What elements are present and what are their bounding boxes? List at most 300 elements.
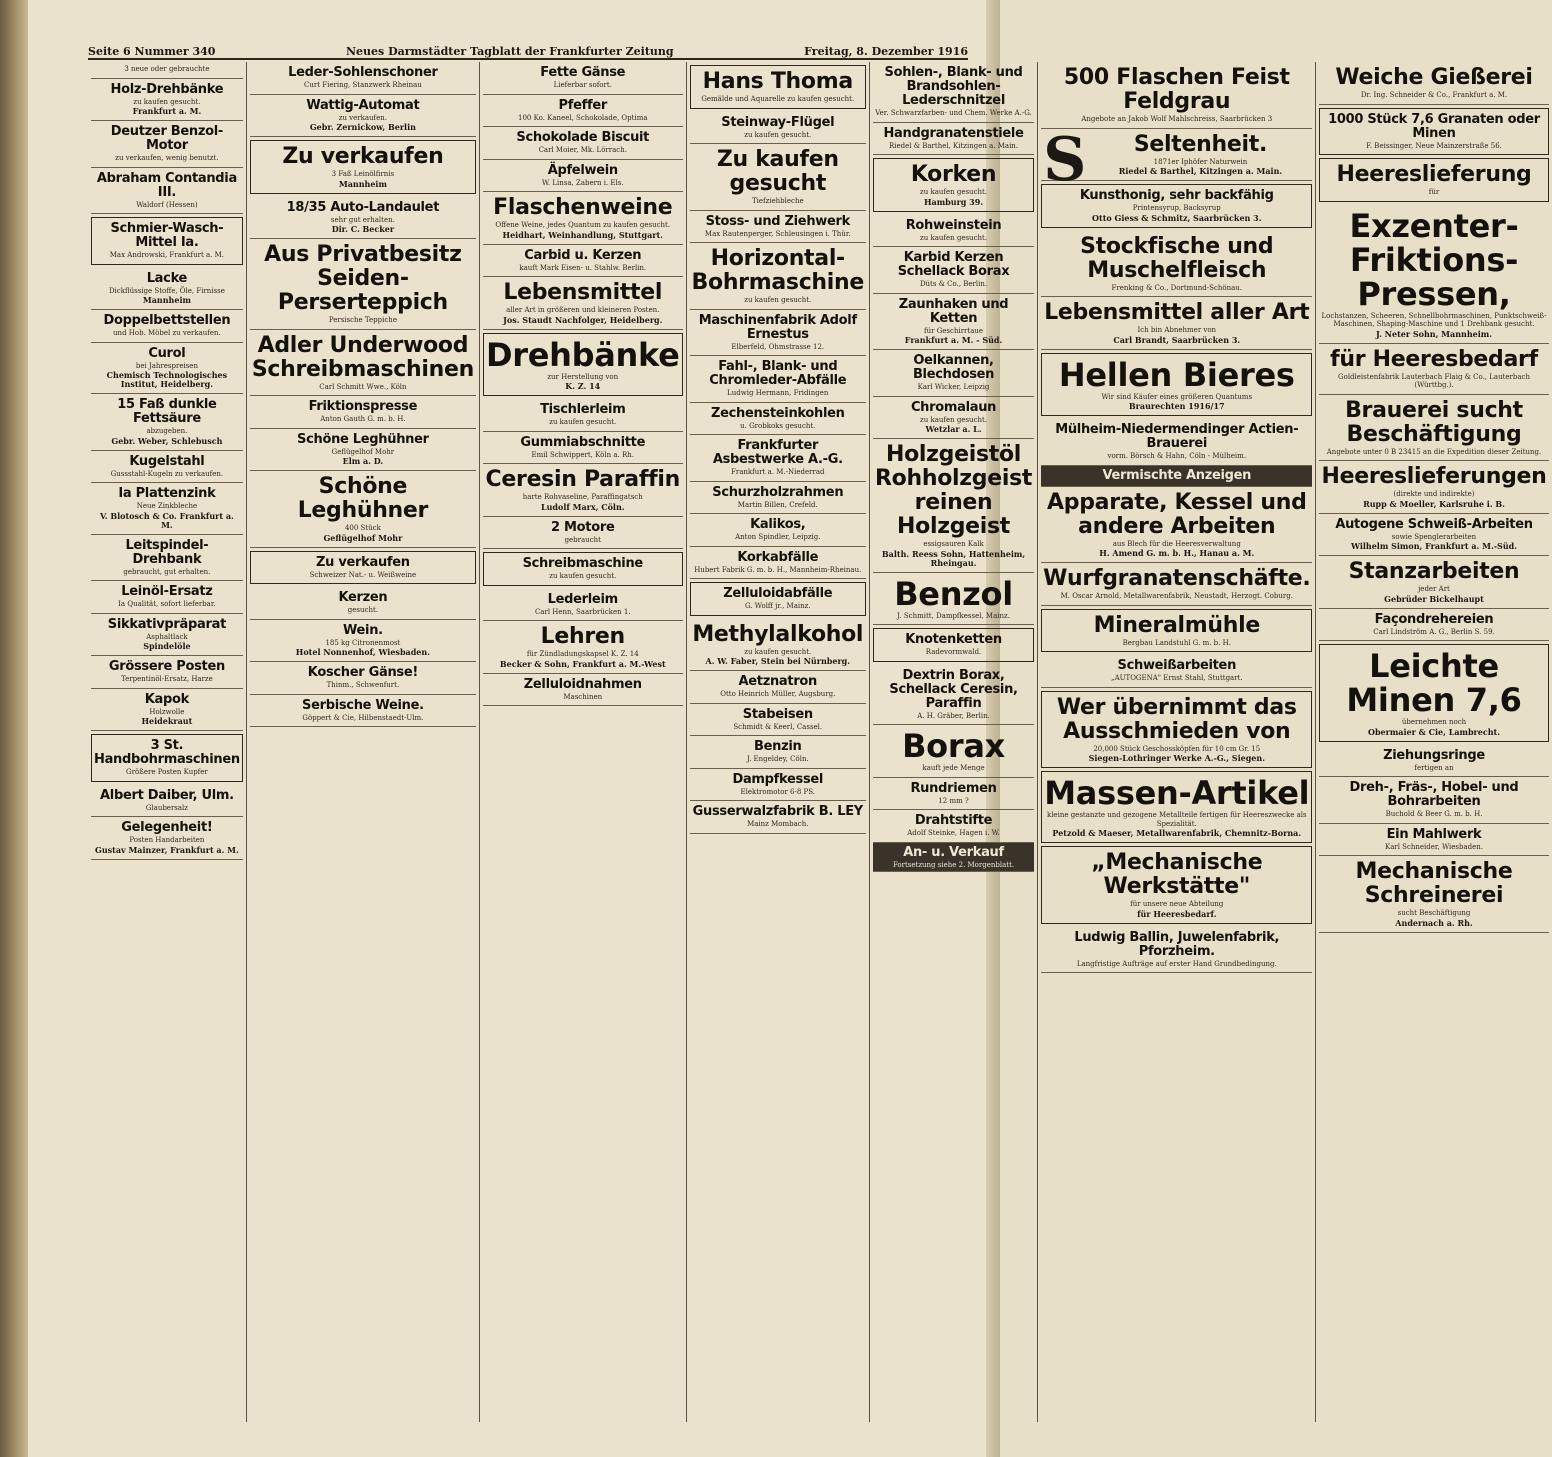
classified-ad [690, 704, 866, 737]
ad-body: F. Beissinger, Neue Mainzerstraße 56. [1366, 141, 1502, 150]
ad-title: Fahl-, Blank- und Chromleder-Abfälle [709, 359, 847, 388]
ad-body: Tiefziehbleche [751, 197, 804, 205]
classified-ad [873, 62, 1034, 123]
classified-ad [91, 121, 243, 168]
ad-body: Frankfurt a. M.-Niederrad [731, 468, 825, 476]
ad-title: Lebensmittel [503, 280, 663, 305]
ad-body: A. H. Gräber, Berlin. [917, 711, 990, 720]
ad-title: Zaunhaken und Ketten [898, 296, 1009, 326]
ad-body: zu kaufen gesucht. [744, 647, 812, 656]
ad-title: Aus Privatbesitz Seiden-Perserteppich [264, 242, 462, 315]
classified-ad [873, 725, 1034, 778]
classified-ad [1041, 466, 1312, 487]
ad-body: 1871er Iphöfer Naturwein [1153, 157, 1248, 166]
ad-signature: Dir. C. Becker [331, 224, 395, 234]
classified-ad [1319, 777, 1548, 824]
ad-body: Terpentinöl-Ersatz, Harze [121, 675, 213, 683]
ad-body: Schweizer Nat.- u. Weißweine [309, 570, 417, 579]
ad-title: Oelkannen, Blechdosen [912, 353, 995, 382]
ad-signature: Jos. Staudt Nachfolger, Heidelberg. [503, 314, 663, 325]
ad-title: Zu verkaufen [316, 554, 410, 570]
ad-title: Brauerei sucht Beschäftigung [1345, 397, 1523, 447]
ad-signature: Geflügelhof Mohr [323, 532, 403, 543]
ad-signature: Mannheim [142, 295, 191, 305]
ad-body: Wir sind Käufer eines größeren Quantums [1101, 392, 1253, 401]
classified-ad [1041, 691, 1312, 769]
ad-title: 15 Faß dunkle Fettsäure [117, 397, 217, 426]
classified-ad [690, 243, 866, 310]
ad-title: Schurzholzrahmen [712, 484, 844, 500]
ad-title: Zu verkaufen [282, 144, 444, 169]
ad-signature: Ludolf Marx, Cöln. [540, 501, 625, 512]
header-newspaper-title: Neues Darmstädter Tagblatt der Frankfurter Zeitung [346, 45, 674, 58]
ad-body: Düts & Co., Berlin. [919, 280, 988, 288]
ad-title: Tischlerleim [540, 402, 626, 417]
ad-title: An- u. Verkauf [903, 844, 1004, 860]
classified-ad [91, 451, 243, 484]
classified-ad [690, 310, 866, 357]
ad-title: Wattig-Automat [306, 97, 420, 113]
ad-title: Rohweinstein [905, 217, 1002, 233]
ad-title: Dreh-, Fräs-, Hobel- und Bohrarbeiten [1349, 780, 1519, 809]
ad-title: Steinway-Flügel [721, 114, 835, 130]
ad-body: Elektromotor 6-8 PS. [740, 787, 816, 796]
ad-title: Methylalkohol [692, 621, 864, 647]
ad-body: Geflügelhof Mohr [331, 447, 395, 456]
ad-title: Abraham Contandia III. [96, 170, 237, 200]
ad-body: Langfristige Aufträge auf erster Hand Grundbedingung. [1076, 959, 1277, 968]
ad-body: Bergbau Landstuhl G. m. b. H. [1122, 638, 1231, 647]
ad-title: Sikkativpräparat [107, 616, 226, 632]
classified-ad [1041, 771, 1312, 843]
classified-ad [1041, 419, 1312, 466]
ad-title: Hellen Bieres [1058, 355, 1295, 394]
ad-body: Adolf Steinke, Hagen i. W. [907, 829, 1000, 837]
ad-body: bei Jahrespreisen [135, 361, 198, 370]
ad-body: zu kaufen gesucht. [744, 296, 812, 304]
classified-ad [91, 168, 243, 215]
classified-ad [873, 439, 1034, 573]
ad-title: Hans Thoma [702, 69, 853, 94]
ad-signature: H. Amend G. m. b. H., Hanau a. M. [1099, 548, 1255, 558]
classified-ad [873, 843, 1034, 873]
ad-body: für [1428, 188, 1440, 196]
ad-title: Leinöl-Ersatz [121, 584, 213, 599]
ad-title: Friktionspresse [308, 399, 418, 414]
classified-ad [483, 62, 683, 95]
ad-body: Ich bin Abnehmer von [1137, 326, 1217, 334]
classified-ad [250, 330, 476, 397]
ad-body: Goldleistenfabrik Lauterbach Flaig & Co., Lauterbach (Württbg.). [1338, 372, 1530, 389]
ad-body: fertigen an [1414, 763, 1454, 772]
classified-ad [1041, 846, 1312, 924]
classified-ad [250, 662, 476, 695]
ad-title: Stabeisen [742, 706, 813, 722]
classified-ad [690, 582, 866, 616]
ad-body: Carl Moier, Mk. Lörrach. [538, 146, 627, 154]
ad-signature: Gebr. Zernickow, Berlin [309, 122, 416, 132]
classified-ad [1319, 158, 1548, 202]
classified-ad [690, 547, 866, 580]
ad-body: Neue Zinkbleche [136, 502, 198, 510]
ad-body: Waldorf (Hessen) [136, 200, 198, 209]
ad-title: Knotenketten [905, 632, 1002, 647]
ad-body: Karl Wicker, Leipzig [917, 383, 990, 391]
classified-ad [690, 435, 866, 482]
ad-body: zu verkaufen. [338, 113, 388, 122]
classified-ad [483, 399, 683, 432]
classified-ad [1319, 461, 1548, 514]
ad-body: Angebote unter 0 B 23415 an die Expedition dieser Zeitung. [1326, 447, 1542, 456]
classified-ad [873, 215, 1034, 248]
ad-body: Offene Weine, jedes Quantum zu kaufen gesucht. [495, 221, 671, 229]
ad-body: vorm. Börsch & Hahn, Cöln - Mülheim. [1107, 452, 1247, 460]
ad-signature: J. Neter Sohn, Mannheim. [1375, 328, 1493, 339]
ad-body: essigsauren Kalk [923, 540, 984, 548]
ad-body: gebraucht, gut erhalten. [123, 567, 211, 576]
classified-ad [690, 482, 866, 515]
classified-ad [873, 350, 1034, 397]
ad-title: 18/35 Auto-Landaulet [286, 199, 440, 215]
ad-signature: Wilhelm Simon, Frankfurt a. M.-Süd. [1350, 541, 1518, 551]
ad-body: Angebote an Jakob Wolf Mahlschreiss, Saarbrücken 3 [1081, 115, 1273, 123]
ad-title: Holz-Drehbänke [110, 81, 224, 97]
ad-title: Kapok [144, 691, 190, 707]
ad-signature: Becker & Sohn, Frankfurt a. M.-West [499, 658, 666, 669]
classified-ad [1319, 644, 1548, 742]
ad-body: Größere Posten Kupfer [126, 768, 208, 776]
classified-ad [873, 810, 1034, 843]
classified-ad [873, 123, 1034, 156]
ad-body: sowie Spenglerarbeiten [1391, 532, 1477, 541]
ad-body: Max Rautenperger, Schleusingen i. Thür. [704, 229, 851, 238]
ad-body: Carl Schmitt Wwe., Köln [319, 382, 407, 391]
ad-body: Thinm., Schwenfurt. [326, 681, 400, 689]
ad-body: aus Blech für die Heeresverwaltung [1112, 539, 1241, 548]
ad-title: für Heeresbedarf [1330, 346, 1538, 372]
ad-title: Rundriemen [910, 780, 997, 796]
classified-ad [483, 589, 683, 622]
ad-body: Karl Schneider, Wiesbaden. [1384, 842, 1484, 851]
ad-body: abzugeben. [146, 427, 188, 435]
ad-title: Exzenter-Friktions-Pressen, [1349, 206, 1519, 313]
classified-ad [91, 535, 243, 582]
ad-body: zu kaufen gesucht. [920, 233, 988, 242]
ad-title: Leitspindel-Drehbank [125, 537, 209, 567]
ad-body: kauft jede Menge [922, 764, 985, 772]
classified-ad [91, 343, 243, 395]
ad-body: G. Wolff jr., Mainz. [744, 602, 811, 610]
classified-ad [690, 356, 866, 403]
ad-title: Drahtstifte [914, 813, 993, 828]
classified-ad [250, 587, 476, 620]
classified-ad [690, 514, 866, 547]
ad-body: 20,000 Stück Geschossköpfen für 10 cm Gr. 15 [1093, 744, 1261, 753]
ad-title: „Mechanische Werkstätte" [1091, 850, 1263, 899]
ad-title: Schöne Leghühner [297, 474, 429, 523]
classified-ad [483, 464, 683, 517]
ad-title: Äpfelwein [547, 162, 618, 178]
classified-ad [91, 734, 243, 782]
ad-title: Drehbänke [485, 335, 680, 374]
classified-ad [91, 394, 243, 451]
ad-body: für Zündladungskapsel K. Z. 14 [526, 650, 639, 658]
classified-ad [690, 211, 866, 244]
ad-signature: Riedel & Barthel, Kitzingen a. Main. [1118, 166, 1283, 176]
classified-ad [483, 160, 683, 193]
classified-ad [690, 65, 866, 109]
classified-ad [873, 628, 1034, 662]
classified-ad [483, 127, 683, 160]
classified-ad [91, 817, 243, 860]
ad-signature: Chemisch Technologisches Institut, Heidelberg. [106, 370, 228, 389]
ad-title: Ia Plattenzink [118, 486, 216, 501]
ad-body: (direkte und indirekte) [1393, 490, 1475, 498]
classified-ad [1319, 824, 1548, 857]
ad-title: Leder-Sohlenschoner [288, 65, 438, 80]
classified-ad [1319, 514, 1548, 557]
column-1 [88, 62, 247, 1422]
ad-title: Kerzen [338, 590, 388, 605]
ad-signature: Carl Brandt, Saarbrücken 3. [1113, 334, 1241, 345]
ad-title: Zelluloidabfälle [723, 586, 833, 601]
classified-ad [873, 397, 1034, 440]
ad-body: Persische Teppiche [328, 316, 397, 324]
ad-signature: Mannheim [338, 178, 387, 189]
ad-signature: V. Blotosch & Co. Frankfurt a. M. [99, 510, 234, 530]
classified-ad [91, 79, 243, 122]
ad-body: Riedel & Barthel, Kitzingen a. Main. [889, 141, 1019, 150]
ad-body: Anton Spindler, Leipzig. [735, 533, 821, 541]
ad-signature: Gebrüder Bickelhaupt [1384, 593, 1484, 604]
classified-ad [873, 247, 1034, 294]
classified-ad [1319, 108, 1548, 156]
ad-body: J. Schmitt, Dampfkessel, Mainz. [897, 611, 1010, 620]
classified-ad [91, 483, 243, 535]
ad-body: Printensyrup, Backsyrup [1132, 204, 1221, 212]
classified-ad [1319, 856, 1548, 933]
ad-body: Dickflüssige Stoffe, Öle, Firnisse [108, 286, 225, 295]
ad-body: sehr gut erhalten. [330, 215, 395, 224]
ad-title: Schokolade Biscuit [516, 130, 650, 145]
ad-body: Carl Henn, Saarbrücken 1. [534, 607, 631, 616]
ad-title: Horizontal-Bohrmaschine [691, 246, 865, 295]
classified-ad [873, 778, 1034, 811]
ad-body: Lochstanzen, Scheeren, Schnellbohrmaschinen, Punktschweiß-Maschinen, Shaping-Maschine und 1 Drehbank gesucht. [1321, 311, 1547, 328]
ad-signature: Otto Giess & Schmitz, Saarbrücken 3. [1092, 212, 1262, 223]
classified-ad [483, 552, 683, 586]
ad-signature: Frankfurt a. M. [132, 106, 202, 116]
ad-body: 100 Ko. Kaneel, Schokolade, Optima [517, 113, 648, 122]
ad-signature: Siegen-Lothringer Werke A.-G., Siegen. [1088, 753, 1265, 763]
ad-title: Fette Gänse [540, 65, 626, 80]
ad-title: Leichte Minen 7,6 [1346, 647, 1522, 719]
ad-body: Fortsetzung siehe 2. Morgenblatt. [892, 860, 1015, 869]
classified-ad [690, 112, 866, 145]
classified-ad [483, 432, 683, 465]
classified-ad [483, 245, 683, 278]
classified-ad [91, 217, 243, 265]
ad-signature: A. W. Faber, Stein bei Nürnberg. [705, 656, 851, 666]
ad-body: Frenking & Co., Dortmund-Schönau. [1111, 283, 1242, 292]
ad-body: zu verkaufen, wenig benutzt. [115, 154, 219, 162]
classified-ad [690, 736, 866, 769]
ad-signature: Andernach a. Rh. [1395, 917, 1473, 928]
classified-ad [1319, 395, 1548, 462]
ad-title: Aetznatron [738, 674, 818, 689]
classified-ad [250, 551, 476, 585]
classified-ad [1319, 556, 1548, 609]
ad-title: 3 St. Handbohrmaschinen [94, 738, 240, 767]
ad-title: Holzgeistöl Rohholzgeist reinen Holzgeist [875, 442, 1033, 539]
ad-body: Ver. Schwarzfarben- und Chem. Werke A.-G. [875, 109, 1032, 117]
ad-signature: Gustav Mainzer, Frankfurt a. M. [94, 844, 239, 855]
column-wide [1038, 62, 1316, 1422]
ad-title: Gelegenheit! [121, 820, 213, 835]
classified-ad [483, 674, 683, 707]
ad-title: Serbische Weine. [302, 697, 424, 713]
ad-body: sucht Beschäftigung [1397, 909, 1471, 917]
book-binding [0, 0, 28, 1457]
ad-body: 12 mm ? [938, 796, 969, 805]
classified-ad [91, 62, 243, 79]
ad-title: Zechensteinkohlen [710, 405, 845, 421]
classified-ad [873, 294, 1034, 351]
classified-ad [1041, 927, 1312, 974]
ad-body: harte Rohvaseline, Paraffingatsch [522, 493, 643, 501]
ad-title: Handgranatenstiele [883, 125, 1024, 141]
ad-title: 500 Flaschen Feist Feldgrau [1063, 65, 1290, 114]
ad-title: Ceresin Paraffin [485, 467, 680, 492]
ad-body: für unsere neue Abteilung [1130, 900, 1224, 908]
classified-ad [873, 158, 1034, 212]
ad-body: Max Androwski, Frankfurt a. M. [109, 251, 225, 259]
header-page-number: Seite 6 Nummer 340 [88, 45, 216, 58]
ad-signature: Elm a. D. [342, 456, 384, 466]
ad-title: Koscher Gänse! [307, 665, 418, 680]
ad-signature: Spindelöle [143, 641, 191, 651]
ad-title: Lederleim [547, 591, 618, 607]
ad-signature: Frankfurt a. M. - Süd. [904, 335, 1003, 345]
ad-body: Ludwig Hermann, Fridingen [727, 389, 829, 397]
ad-body: u. Grobkoks gesucht. [740, 421, 816, 430]
ad-signature: Obermaier & Cie, Lambrecht. [1367, 726, 1501, 737]
ad-signature: Gebr. Weber, Schlebusch [111, 435, 223, 446]
ad-title: Autogene Schweiß-Arbeiten [1335, 516, 1533, 532]
ad-body: „AUTOGENA" Ernst Stahl, Stuttgart. [1110, 674, 1243, 682]
classified-ad [250, 620, 476, 663]
classified-ad [91, 656, 243, 689]
ad-title: Curol [148, 345, 186, 361]
ad-body: zur Herstellung von [547, 372, 619, 381]
classified-ad [690, 619, 866, 672]
classified-ad [483, 277, 683, 330]
classified-ad [483, 192, 683, 245]
ad-title: Korkabfälle [737, 549, 819, 565]
ad-title: Lacke [146, 270, 188, 286]
ad-title: Kunsthonig, sehr backfähig [1079, 188, 1274, 203]
ad-signature: K. Z. 14 [565, 381, 601, 391]
ad-body: 185 kg Citronenmost [325, 638, 401, 647]
classified-ad [1319, 62, 1548, 105]
ad-title: Grössere Posten [108, 659, 225, 674]
classified-ad [1041, 231, 1312, 298]
ad-title: Apparate, Kessel und andere Arbeiten [1047, 489, 1307, 539]
classified-ad [91, 689, 243, 732]
classified-ad [1319, 344, 1548, 395]
ad-title: Mechanische Schreinerei [1355, 859, 1513, 908]
ad-body: Mainz Mombach. [747, 820, 809, 828]
classified-ad [91, 268, 243, 311]
classified-ad [1041, 62, 1312, 129]
ad-title: Adler Underwood Schreibmaschinen [251, 332, 474, 382]
ad-body: kleine gestanzte und gezogene Metallteile fertigen für Heereszwecke als Spezialität. [1046, 811, 1307, 828]
ad-body: Gussstahl-Kugeln zu verkaufen. [110, 469, 224, 478]
ad-body: 3 neue oder gebrauchte [124, 65, 210, 73]
ad-title: Deutzer Benzol-Motor [110, 124, 224, 153]
ad-body: Dr. Ing. Schneider & Co., Frankfurt a. M. [1360, 91, 1508, 99]
ad-body: Maschinen [563, 692, 603, 701]
classified-ad [690, 769, 866, 802]
classified-ad [250, 62, 476, 95]
ad-title: Dextrin Borax, Schellack Ceresin, Paraffin [889, 667, 1018, 711]
ad-signature: Balth. Reess Sohn, Hattenheim, Rheingau. [881, 548, 1026, 568]
classified-ad [250, 140, 476, 194]
classified-ad [1041, 297, 1312, 350]
ad-title: Karbid Kerzen Schellack Borax [897, 250, 1010, 279]
ad-body: gebraucht [564, 535, 601, 544]
ad-body: Posten Handarbeiten [129, 836, 205, 844]
column-5 [870, 62, 1038, 1422]
ad-body: W. Linsa, Zabern i. Els. [541, 178, 624, 187]
ad-title: Kugelstahl [129, 453, 205, 469]
ad-title: Korken [910, 162, 997, 187]
column-3 [480, 62, 687, 1422]
ad-title: Dampfkessel [732, 771, 824, 787]
ad-body: Carl Lindström A. G., Berlin S. 59. [1373, 627, 1495, 636]
classified-ad [91, 785, 243, 818]
ad-title: Stockfische und Muschelfleisch [1080, 233, 1274, 283]
ad-title: Massen-Artikel [1044, 774, 1310, 812]
ad-body: Otto Heinrich Müller, Augsburg. [720, 690, 836, 698]
ad-signature: Heidhart, Weinhandlung, Stuttgart. [502, 229, 663, 240]
classified-ad [1041, 184, 1312, 228]
ad-title: Gusserwalzfabrik B. LEY [692, 804, 863, 819]
ad-title: Pfeffer [558, 97, 607, 113]
classified-ad [250, 239, 476, 330]
ad-title: 1000 Stück 7,6 Granaten oder Minen [1328, 111, 1540, 141]
ad-signature: Hamburg 39. [923, 196, 984, 207]
ad-title: Stanzarbeiten [1348, 559, 1520, 584]
ad-title: Frankfurter Asbestwerke A.-G. [712, 438, 843, 467]
ad-title: Heereslieferung [1336, 162, 1532, 187]
ad-body: M. Oscar Arnold, Metallwarenfabrik, Neustadt, Herzogt. Coburg. [1060, 592, 1293, 600]
ad-signature: Braurechten 1916/17 [1128, 401, 1225, 411]
ad-title: Maschinenfabrik Adolf Ernestus [698, 312, 857, 342]
ad-body: Ia Qualität, sofort lieferbar. [118, 600, 216, 608]
classified-ad [250, 396, 476, 429]
ad-title: Weiche Gießerei [1335, 65, 1533, 90]
column-7 [1316, 62, 1551, 1422]
ad-title: Benzol [894, 574, 1013, 613]
ad-body: Lieferbar sofort. [553, 81, 612, 89]
ad-body: zu kaufen gesucht. [920, 188, 988, 196]
classified-ad [1319, 609, 1548, 642]
ad-signature: Rupp & Moeller, Karlsruhe i. B. [1363, 498, 1505, 509]
ad-title: Mülheim-Niedermendinger Actien-Brauerei [1055, 422, 1299, 451]
ad-body: zu kaufen gesucht. [549, 572, 617, 580]
ad-title: Carbid u. Kerzen [524, 247, 642, 263]
